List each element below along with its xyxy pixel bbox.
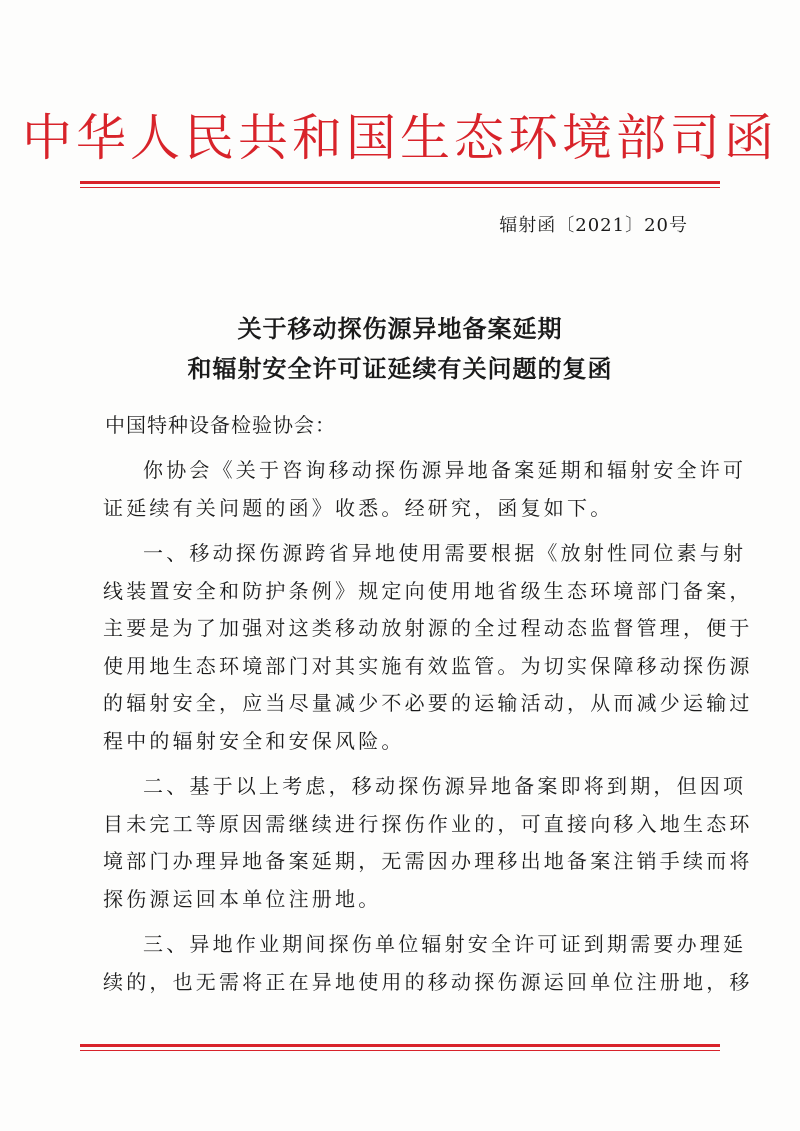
top-red-rule [80, 181, 720, 188]
body-line: 的辐射安全，应当尽量减少不必要的运输活动，从而减少运输过 [103, 691, 753, 715]
title-line-2: 和辐射安全许可证延续有关问题的复函 [187, 354, 613, 383]
title-line-1: 关于移动探伤源异地备案延期 [237, 314, 563, 343]
body-line: 三、异地作业期间探伤单位辐射安全许可证到期需要办理延 [143, 932, 747, 956]
bottom-red-rule [80, 1044, 720, 1051]
body-line: 使用地生态环境部门对其实施有效监管。为切实保障移动探伤源 [103, 653, 753, 678]
body-line: 目未完工等原因需继续进行探伤作业的，可直接向移入地生态环 [103, 811, 753, 836]
bottom-rule-thick [80, 1044, 720, 1047]
body-line: 探伤源运回本单位注册地。 [103, 886, 382, 911]
document-title [0, 309, 800, 389]
paragraph-gap [103, 527, 697, 535]
body-line: 二、基于以上考虑，移动探伤源异地备案即将到期，但因项 [143, 774, 747, 798]
document-number: 辐射函〔2021〕20号 [499, 215, 688, 236]
paragraph-gap [103, 918, 697, 926]
body-line: 证延续有关问题的函》收悉。经研究，函复如下。 [103, 495, 614, 520]
salutation: 中国特种设备检验协会： [105, 413, 336, 437]
top-rule-thin [80, 187, 720, 188]
paragraph-gap [103, 760, 697, 768]
body-line: 你协会《关于咨询移动探伤源异地备案延期和辐射安全许可 [143, 458, 747, 482]
body-line: 程中的辐射安全和安保风险。 [103, 728, 405, 753]
body-line: 一、移动探伤源跨省异地使用需要根据《放射性同位素与射 [143, 541, 747, 565]
body-line: 主要是为了加强对这类移动放射源的全过程动态监督管理，便于 [103, 616, 753, 640]
body-line: 续的，也无需将正在异地使用的移动探伤源运回单位注册地，移 [103, 969, 753, 994]
masthead: 中华人民共和国生态环境部司函 [22, 109, 778, 167]
top-rule-thick [80, 181, 720, 184]
body-line: 线装置安全和防护条例》规定向使用地省级生态环境部门备案， [103, 578, 753, 603]
body-line: 境部门办理异地备案延期，无需因办理移出地备案注销手续而将 [103, 849, 753, 873]
bottom-rule-thin [80, 1050, 720, 1051]
letter-body [103, 452, 753, 1001]
